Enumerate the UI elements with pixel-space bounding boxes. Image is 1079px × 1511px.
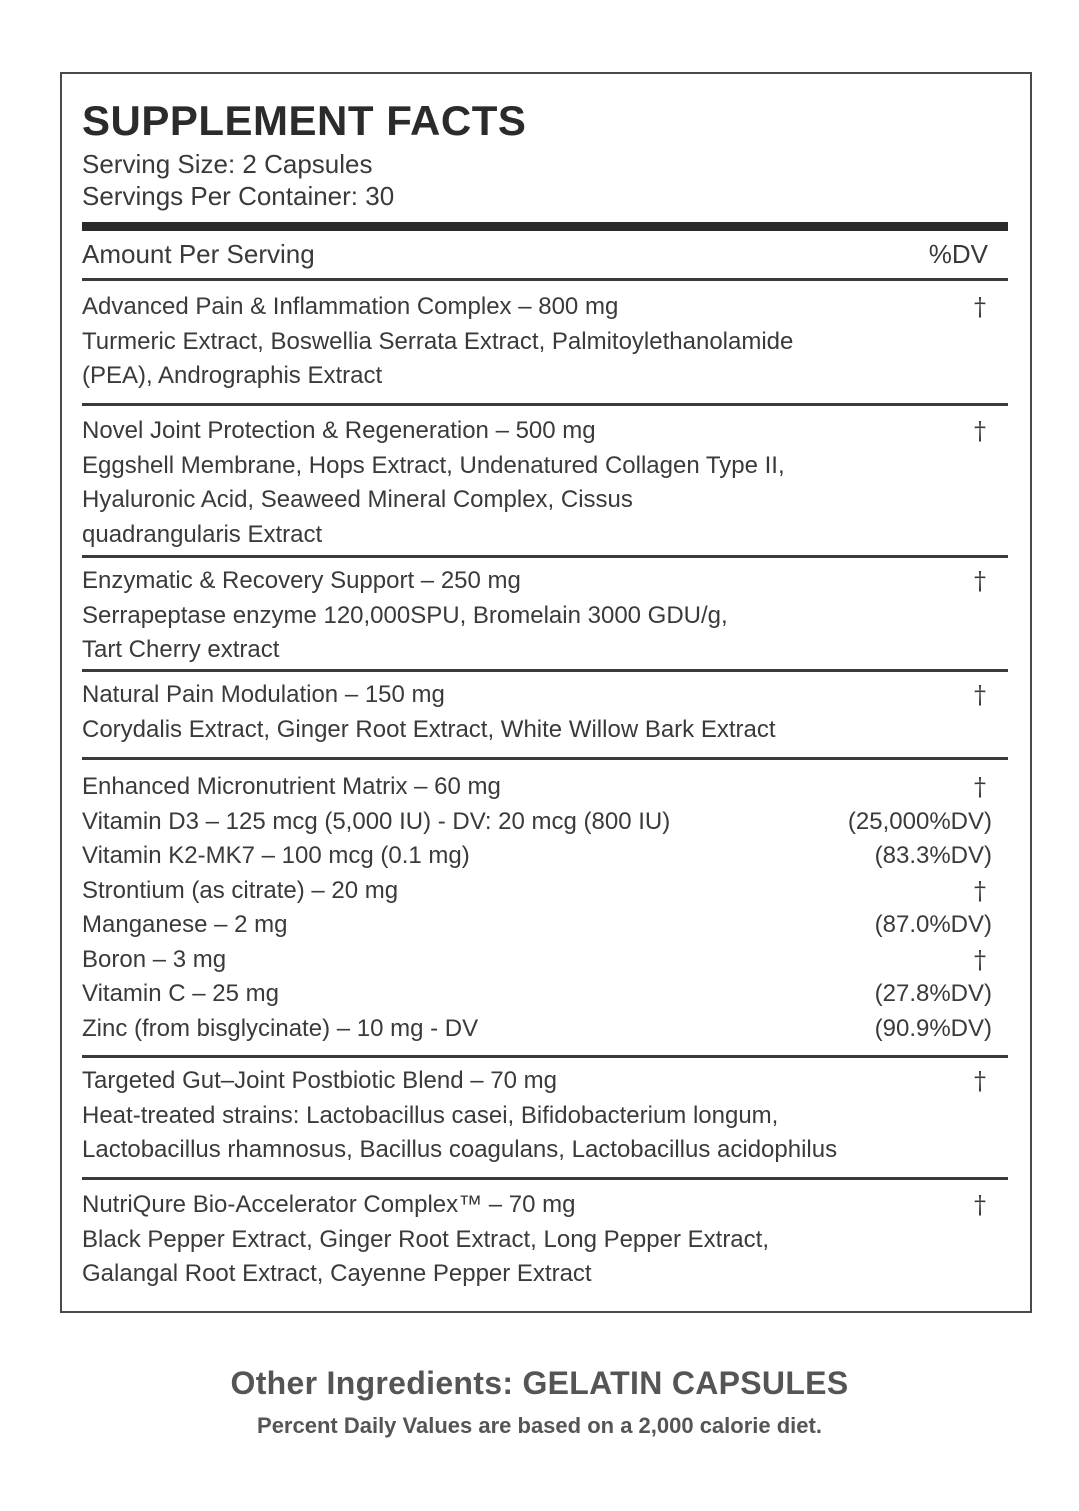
ingredient-text: Zinc (from bisglycinate) – 10 mg - DV	[82, 1014, 479, 1042]
section-heading: Targeted Gut–Joint Postbiotic Blend – 70 mg	[82, 1067, 557, 1094]
section-heading: Enhanced Micronutrient Matrix – 60 mg	[82, 773, 501, 800]
divider	[82, 757, 1008, 760]
ingredient-section	[82, 770, 1008, 1046]
ingredient-text: Serrapeptase enzyme 120,000SPU, Bromelain 3000 GDU/g,	[82, 601, 728, 629]
section-heading: Natural Pain Modulation – 150 mg	[82, 681, 445, 708]
dagger-mark: †	[974, 567, 986, 595]
ingredient-section	[82, 1064, 1008, 1168]
ingredient-text: Manganese – 2 mg	[82, 911, 288, 938]
ingredient-section	[82, 678, 1008, 747]
ingredient-row	[82, 359, 1008, 394]
ingredient-row	[82, 839, 1008, 874]
ingredient-row	[82, 874, 1008, 909]
ingredient-text: Lactobacillus rhamnosus, Bacillus coagulans, Lactobacillus acidophilus	[82, 1136, 838, 1163]
ingredient-section	[82, 290, 1008, 394]
section-heading-row	[82, 564, 1008, 599]
ingredient-text: Vitamin D3 – 125 mcg (5,000 IU) - DV: 20 mcg (800 IU)	[82, 807, 671, 835]
ingredient-row	[82, 599, 1008, 634]
ingredient-text: Strontium (as citrate) – 20 mg	[82, 876, 399, 904]
ingredient-row	[82, 1223, 1008, 1258]
ingredient-text: Turmeric Extract, Boswellia Serrata Extract, Palmitoylethanolamide	[82, 327, 794, 355]
section-heading-row	[82, 1188, 1008, 1223]
ingredient-section	[82, 564, 1008, 668]
dagger-mark: †	[974, 876, 986, 905]
ingredient-text: quadrangularis Extract	[82, 520, 323, 548]
ingredient-text: Vitamin K2-MK7 – 100 mcg (0.1 mg)	[82, 842, 470, 869]
ingredient-row	[82, 713, 1008, 748]
dagger-mark: †	[974, 1191, 986, 1219]
divider	[82, 1055, 1008, 1058]
section-heading-row	[82, 414, 1008, 449]
divider	[82, 555, 1008, 558]
section-heading: Enzymatic & Recovery Support – 250 mg	[82, 567, 521, 594]
ingredient-row	[82, 1257, 1008, 1292]
ingredient-text: Boron – 3 mg	[82, 945, 227, 973]
dagger-mark: †	[974, 773, 986, 801]
section-heading: Advanced Pain & Inflammation Complex – 800 mg	[82, 293, 619, 320]
ingredient-text: Black Pepper Extract, Ginger Root Extract, Long Pepper Extract,	[82, 1225, 769, 1253]
dagger-mark: †	[974, 945, 986, 974]
divider	[82, 1177, 1008, 1180]
dagger-mark: †	[974, 681, 986, 709]
other-ingredients: Other Ingredients: GELATIN CAPSULES	[230, 1365, 849, 1401]
ingredient-row	[82, 483, 1008, 518]
divider	[82, 403, 1008, 406]
dv-column-label: %DV	[928, 239, 988, 269]
ingredient-row	[82, 977, 1008, 1012]
daily-value-percent: (27.8%DV)	[874, 980, 992, 1007]
ingredient-section	[82, 414, 1008, 552]
daily-value-note: Percent Daily Values are based on a 2,000 calorie diet.	[257, 1413, 822, 1438]
ingredient-section	[82, 1188, 1008, 1292]
dagger-mark: †	[974, 293, 986, 321]
ingredient-row	[82, 518, 1008, 553]
section-heading: Novel Joint Protection & Regeneration – 500 mg	[82, 417, 596, 444]
servings-per-container: Servings Per Container: 30	[82, 181, 395, 211]
ingredient-text: Corydalis Extract, Ginger Root Extract, White Willow Bark Extract	[82, 715, 776, 743]
ingredient-text: (PEA), Andrographis Extract	[82, 362, 383, 389]
dagger-mark: †	[974, 417, 986, 445]
page-title: SUPPLEMENT FACTS	[82, 97, 527, 144]
ingredient-row	[82, 943, 1008, 978]
thick-divider	[82, 222, 1008, 231]
section-heading-row	[82, 678, 1008, 713]
section-heading-row	[82, 1064, 1008, 1099]
daily-value-percent: (83.3%DV)	[874, 842, 992, 869]
ingredient-row	[82, 449, 1008, 484]
ingredient-row	[82, 1099, 1008, 1134]
daily-value-percent: (87.0%DV)	[874, 911, 992, 938]
ingredient-row	[82, 633, 1008, 668]
ingredient-text: Galangal Root Extract, Cayenne Pepper Extract	[82, 1260, 592, 1287]
ingredient-text: Vitamin C – 25 mg	[82, 980, 279, 1007]
ingredient-row	[82, 325, 1008, 360]
divider	[82, 669, 1008, 672]
ingredient-row	[82, 805, 1008, 840]
serving-size: Serving Size: 2 Capsules	[82, 149, 373, 179]
ingredient-text: Tart Cherry extract	[82, 636, 280, 663]
supplement-facts-panel	[60, 72, 1032, 1313]
ingredient-row	[82, 1133, 1008, 1168]
ingredient-text: Eggshell Membrane, Hops Extract, Undenatured Collagen Type II,	[82, 451, 785, 479]
divider	[82, 278, 1008, 281]
ingredient-row	[82, 908, 1008, 943]
ingredient-text: Heat-treated strains: Lactobacillus casei, Bifidobacterium longum,	[82, 1101, 779, 1129]
amount-per-serving-label: Amount Per Serving	[82, 239, 315, 269]
daily-value-percent: (90.9%DV)	[874, 1014, 992, 1042]
section-heading-row	[82, 290, 1008, 325]
section-heading-row	[82, 770, 1008, 805]
ingredient-text: Hyaluronic Acid, Seaweed Mineral Complex, Cissus	[82, 486, 633, 513]
table-header-row	[82, 236, 1008, 276]
section-heading: NutriQure Bio-Accelerator Complex™ – 70 mg	[82, 1191, 576, 1218]
dagger-mark: †	[974, 1067, 986, 1095]
ingredient-row	[82, 1012, 1008, 1047]
daily-value-percent: (25,000%DV)	[847, 807, 992, 835]
